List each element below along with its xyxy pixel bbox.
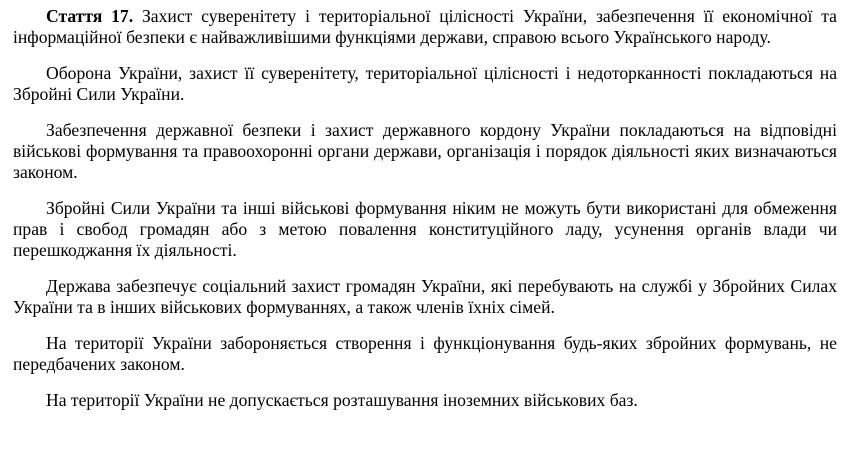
paragraph-2: Оборона України, захист її суверенітету, територіальної цілісності і недоторканності покладаються на Збройні Сили України. — [13, 63, 837, 104]
paragraph-7: На території України не допускається розташування іноземних військових баз. — [46, 390, 638, 410]
paragraph-6: На території України забороняється створення і функціонування будь-яких збройних формувань, не передбачених законом. — [13, 333, 837, 374]
document-body — [13, 6, 837, 411]
paragraph-1 — [13, 6, 837, 48]
paragraph-5: Держава забезпечує соціальний захист громадян України, які перебувають на службі у Збройних Силах України та в інших військових формуваннях, а також членів їхніх сімей. — [13, 276, 837, 317]
article-heading: Стаття 17. — [46, 6, 134, 26]
paragraph-1-text: Захист суверенітету і територіальної цілісності України, забезпечення її економічної та інформаційної безпеки є найважливішими функціями держави, справою всього Українського народу. — [13, 6, 837, 47]
paragraph-3: Забезпечення державної безпеки і захист державного кордону України покладаються на відповідні військові формування та правоохоронні органи держави, організація і порядок діяльності яких визначаються законом. — [13, 120, 837, 182]
paragraph-4: Збройні Сили України та інші військові формування ніким не можуть бути використані для обмеження прав і свобод громадян або з метою повалення конституційного ладу, усунення органів влади чи перешкоджання їх діяльності. — [13, 198, 837, 260]
